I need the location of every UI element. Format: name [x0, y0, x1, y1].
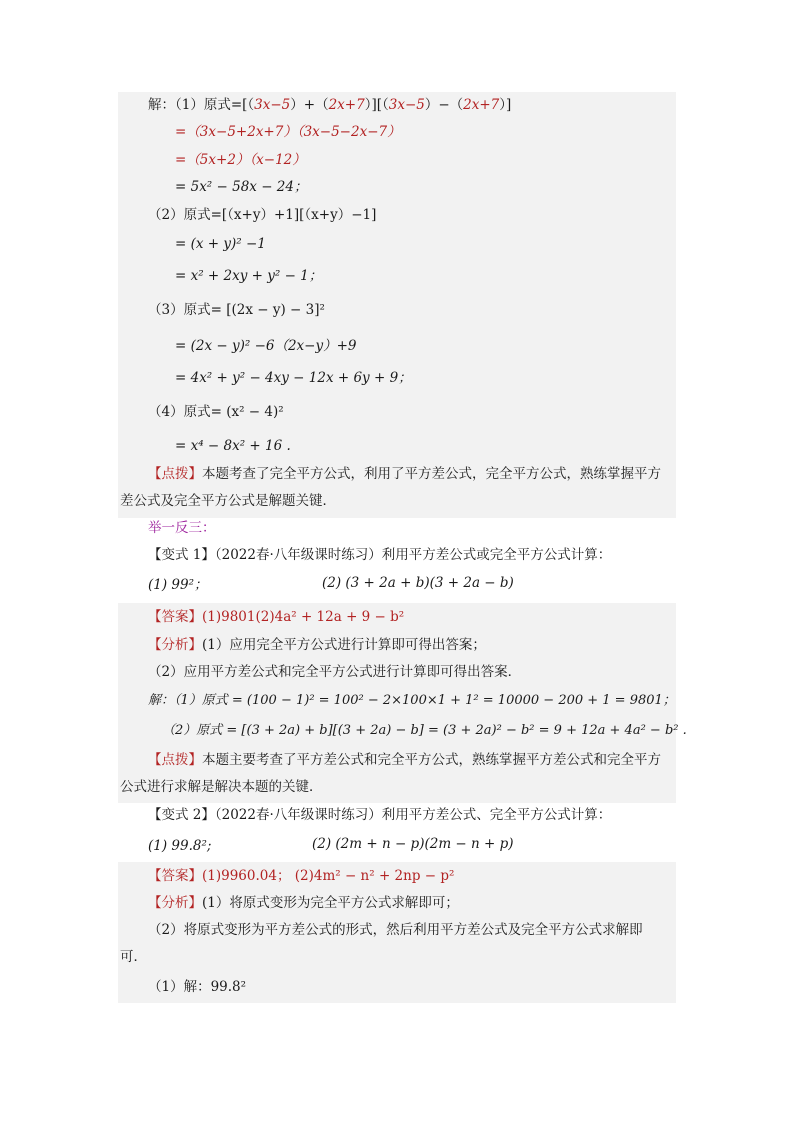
section-heading: 举一反三：: [148, 520, 216, 536]
tip2-line-1: [148, 750, 661, 770]
answer2-line: 【答案】(1)9960.04； (2)4m² − n² + 2np − p²: [148, 868, 455, 884]
analysis1-line-2: （2）应用平方差公式和完全平方公式进行计算即可得出答案．: [148, 664, 522, 680]
answer1-line: 【答案】(1)9801(2)4a² + 12a + 9 − b²: [148, 609, 405, 625]
analysis1-label: 【分析】: [148, 637, 202, 653]
solution-line-9: = (2x − y)² −6（2x−y）+9: [175, 338, 357, 354]
solution-line-3: =（5x+2）（x−12）: [175, 152, 306, 168]
variant1-part2: (2) (3 + 2a + b)(3 + 2a − b): [322, 575, 514, 591]
solution-line-2: =（3x−5+2x+7）（3x−5−2x−7）: [175, 124, 401, 140]
analysis1-text: (1）应用完全平方公式进行计算即可得出答案；: [202, 637, 486, 653]
solution1-line-2: （2）原式 = [(3 + 2a) + b][(3 + 2a) − b] = (3 + 2a)² − b² = 9 + 12a + 4a² − b² .: [162, 723, 687, 738]
tip-text: 本题考查了完全平方公式，利用了平方差公式，完全平方公式，熟练掌握平方: [202, 466, 661, 482]
variant1-part1: (1) 99²；: [148, 577, 208, 593]
solution-line-5: （2）原式=[（x+y）+1][（x+y）−1]: [148, 207, 377, 223]
tip-line-1: [148, 464, 661, 484]
tip2-text: 本题主要考查了平方差公式和完全平方公式，熟练掌握平方差公式和完全平方: [202, 752, 661, 768]
tip2-line-2: 公式进行求解是解决本题的关键．: [120, 779, 323, 795]
analysis2-label: 【分析】: [148, 895, 202, 911]
solution-line-12: = x⁴ − 8x² + 16 .: [175, 438, 291, 454]
analysis2-line-3: 可．: [120, 949, 147, 965]
analysis1-line-1: [148, 635, 486, 655]
tip-label: 【点拨】: [148, 466, 202, 482]
solution-line-1: 解：（1）原式=[（3x−5）+（2x+7）][（3x−5）−（2x+7）]: [148, 97, 512, 113]
solution2-line-1: （1）解：99.8²: [148, 979, 247, 995]
analysis2-line-1: [148, 893, 459, 913]
analysis2-line-2: （2）将原式变形为平方差公式的形式，然后利用平方差公式及完全平方公式求解即: [148, 922, 643, 938]
tip-line-2: 差公式及完全平方公式是解题关键．: [120, 493, 336, 509]
variant2-part1: (1) 99.8²;: [148, 838, 212, 854]
solution-line-6: = (x + y)² −1: [175, 236, 266, 252]
solution-line-4: = 5x² − 58x − 24；: [175, 179, 308, 195]
solution-line-10: = 4x² + y² − 4xy − 12x + 6y + 9；: [175, 370, 412, 386]
solution1-line-1: 解：（1）原式 = (100 − 1)² = 100² − 2×100×1 + 1² = 10000 − 200 + 1 = 9801；: [148, 693, 676, 708]
solution-line-7: = x² + 2xy + y² − 1；: [175, 268, 323, 284]
variant2-title: 【变式 2】（2022春·八年级课时练习）利用平方差公式、完全平方公式计算：: [148, 807, 612, 823]
variant1-title: 【变式 1】（2022春·八年级课时练习）利用平方差公式或完全平方公式计算：: [148, 547, 612, 563]
solution-line-8: （3）原式= [(2x − y) − 3]²: [148, 302, 325, 318]
variant2-part2: (2) (2m + n − p)(2m − n + p): [312, 836, 514, 852]
tip2-label: 【点拨】: [148, 752, 202, 768]
solution-line-11: （4）原式= (x² − 4)²: [148, 404, 284, 420]
analysis2-text: (1）将原式变形为完全平方公式求解即可；: [202, 895, 459, 911]
